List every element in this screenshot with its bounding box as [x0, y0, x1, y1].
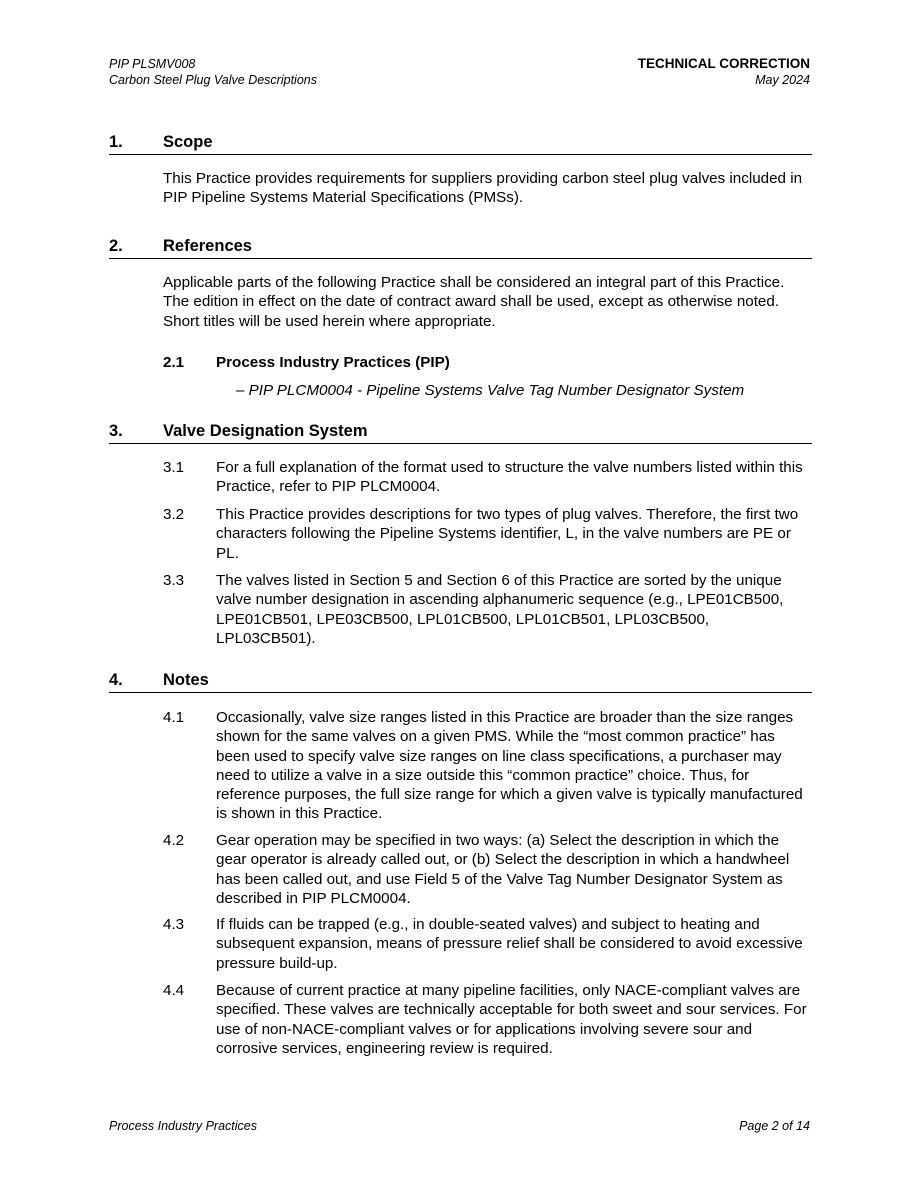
section-title: Scope [163, 133, 213, 151]
reference-item: – PIP PLCM0004 - Pipeline Systems Valve Tag Number Designator System [236, 382, 745, 399]
doc-date: May 2024 [755, 73, 810, 87]
section-number: 2. [109, 237, 123, 255]
header-right [638, 56, 810, 88]
references-paragraph: Applicable parts of the following Practice shall be considered an integral part of this Practice. The edition in effect on the date of contract award shall be used, except as otherwise noted. Short titles will be used herein where appropriate. [163, 274, 785, 330]
item-number: 3.1 [163, 459, 185, 476]
item-number: 3.2 [163, 506, 185, 523]
item-text: Because of current practice at many pipeline facilities, only NACE-compliant valves are specified. These valves are technically acceptable for both sweet and sour services. For use of non-NACE-compliant valves or for applications involving severe sour and corrosive services, engineering review is required. [216, 982, 807, 1057]
item-text: The valves listed in Section 5 and Section 6 of this Practice are sorted by the unique valve number designation in ascending alphanumeric sequence (e.g., LPE01CB500, LPE01CB501, LPE03CB500, LPL01CB500, LPL01CB501, LPL03CB500, LPL03CB501). [216, 572, 784, 647]
item-text: Occasionally, valve size ranges listed in this Practice are broader than the size ranges shown for the same valves on a given PMS. While the “most common practice” has been used to specify valve size ranges on line class specifications, a purchaser may need to utilize a valve in a size outside this “common practice” choice. Thus, for reference purposes, the full size range for which a given valve is typically manufactured is shown in this Practice. [216, 709, 803, 823]
footer-left: Process Industry Practices [109, 1119, 257, 1133]
item-text: For a full explanation of the format used to structure the valve numbers listed within this Practice, refer to PIP PLCM0004. [216, 459, 803, 496]
doc-title: Carbon Steel Plug Valve Descriptions [109, 73, 317, 87]
section-heading-notes [109, 671, 812, 693]
item-number: 4.3 [163, 916, 185, 933]
section-heading-references [109, 237, 812, 259]
item-text: If fluids can be trapped (e.g., in double-seated valves) and subject to heating and subsequent expansion, means of pressure relief shall be considered to avoid excessive pressure build-up. [216, 916, 803, 972]
page-number: Page 2 of 14 [739, 1119, 810, 1133]
item-number: 4.4 [163, 982, 185, 999]
scope-paragraph: This Practice provides requirements for suppliers providing carbon steel plug valves included in PIP Pipeline Systems Material Specifications (PMSs). [163, 170, 803, 207]
item-text: This Practice provides descriptions for two types of plug valves. Therefore, the first two characters following the Pipeline Systems identifier, L, in the valve numbers are PE or PL. [216, 506, 799, 562]
subsection-number: 2.1 [163, 354, 185, 371]
item-text: Gear operation may be specified in two ways: (a) Select the description in which the gear operator is already called out, or (b) Select the description in which a handwheel has been called out, and use Field 5 of the Valve Tag Number Designator System as described in PIP PLCM0004. [216, 832, 790, 907]
section-title: Valve Designation System [163, 422, 368, 440]
doc-id: PIP PLSMV008 [109, 57, 196, 71]
correction-label: TECHNICAL CORRECTION [637, 56, 810, 71]
section-number: 1. [109, 133, 123, 151]
section-number: 3. [109, 422, 123, 440]
section-heading-scope [109, 133, 812, 155]
section-number: 4. [109, 671, 123, 689]
header-left [109, 56, 317, 88]
section-title: Notes [163, 671, 209, 689]
item-number: 3.3 [163, 572, 185, 589]
section-title: References [163, 237, 252, 255]
subsection-title: Process Industry Practices (PIP) [216, 354, 450, 371]
section-heading-valve-designation [109, 422, 812, 444]
item-number: 4.1 [163, 709, 185, 726]
item-number: 4.2 [163, 832, 185, 849]
